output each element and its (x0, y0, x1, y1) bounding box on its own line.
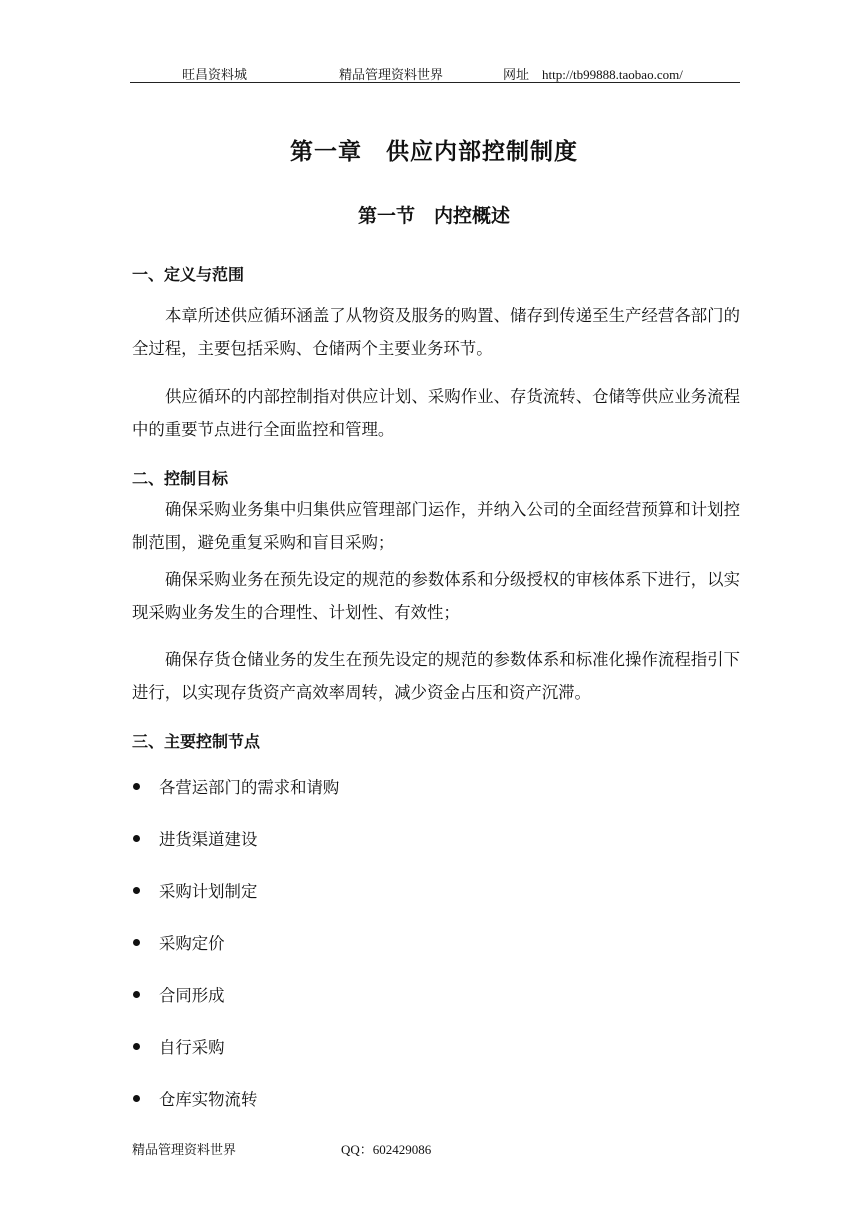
section-title: 第一节 内控概述 (357, 205, 510, 227)
paragraph-objective-1: 确保采购业务集中归集供应管理部门运作，并纳入公司的全面经营预算和计划控制范围，避免重复采购和盲目采购； (132, 500, 740, 552)
chapter-title: 第一章 供应内部控制制度 (290, 139, 578, 165)
header-middle-text: 精品管理资料世界 (339, 67, 444, 82)
bullet-icon (133, 887, 140, 894)
list-item-text: 进货渠道建设 (159, 830, 258, 849)
header-left-text: 旺昌资料城 (182, 67, 248, 82)
footer-left-text: 精品管理资料世界 (132, 1142, 237, 1157)
list-item-text: 仓库实物流转 (159, 1090, 258, 1109)
list-item (132, 772, 339, 824)
list-item (132, 1084, 339, 1136)
list-item-text: 采购定价 (159, 934, 225, 953)
paragraph-definition-2: 供应循环的内部控制指对供应计划、采购作业、存货流转、仓储等供应业务流程中的重要节点进行全面监控和管理。 (132, 387, 740, 439)
heading-key-control-points: 三、主要控制节点 (132, 732, 261, 751)
list-item-text: 合同形成 (159, 986, 225, 1005)
paragraph-objective-3: 确保存货仓储业务的发生在预先设定的规范的参数体系和标准化操作流程指引下进行，以实现存货资产高效率周转，减少资金占压和资产沉滞。 (132, 650, 740, 702)
bullet-icon (133, 939, 140, 946)
bullet-icon (133, 835, 140, 842)
paragraph-definition-1: 本章所述供应循环涵盖了从物资及服务的购置、储存到传递至生产经营各部门的全过程，主要包括采购、仓储两个主要业务环节。 (132, 306, 740, 358)
paragraph-objective-2: 确保采购业务在预先设定的规范的参数体系和分级授权的审核体系下进行，以实现采购业务发生的合理性、计划性、有效性； (132, 570, 740, 622)
page-header (130, 58, 740, 83)
header-url-text: 网址 http://tb99888.taobao.com/ (503, 67, 683, 82)
list-item (132, 1032, 339, 1084)
list-item (132, 824, 339, 876)
list-item (132, 980, 339, 1032)
list-item-text: 采购计划制定 (159, 882, 258, 901)
control-points-list (132, 772, 339, 1136)
list-item (132, 928, 339, 980)
list-item-text: 各营运部门的需求和请购 (159, 778, 340, 797)
footer-qq-text: QQ：602429086 (341, 1142, 432, 1157)
list-item-text: 自行采购 (159, 1038, 225, 1057)
bullet-icon (133, 991, 140, 998)
heading-definition-scope: 一、定义与范围 (132, 265, 245, 284)
bullet-icon (133, 783, 140, 790)
bullet-icon (133, 1043, 140, 1050)
heading-control-objectives: 二、控制目标 (132, 469, 229, 488)
bullet-icon (133, 1095, 140, 1102)
list-item (132, 876, 339, 928)
